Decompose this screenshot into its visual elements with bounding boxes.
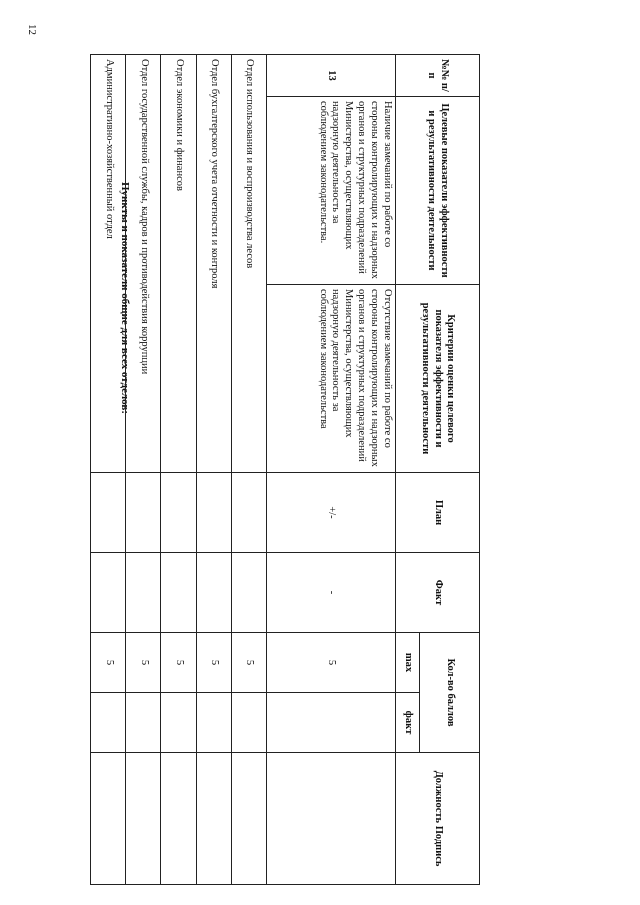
table-row xyxy=(196,55,231,885)
dept-fact xyxy=(196,553,231,633)
page-number: 12 xyxy=(26,24,38,35)
dept-score-fact xyxy=(126,693,161,753)
table-row xyxy=(91,55,126,885)
header-plan: План xyxy=(395,473,479,553)
dept-score-fact xyxy=(91,693,126,753)
dept-fact xyxy=(126,553,161,633)
dept-name: Отдел бухгалтерского учета отчетности и контроля xyxy=(196,55,231,473)
indicators-table xyxy=(90,54,480,885)
dept-score-fact xyxy=(231,693,266,753)
row-criteria: Отсутствие замечаний по работе со стороны контролирующих и надзорных органов и структурных подразделений Министерства, осуществляющих надзорную деятельность за соблюдением законодательства xyxy=(266,285,395,473)
table-row xyxy=(231,55,266,885)
dept-max: 5 xyxy=(161,633,196,693)
dept-plan xyxy=(161,473,196,553)
dept-position xyxy=(126,753,161,885)
dept-plan xyxy=(196,473,231,553)
dept-max: 5 xyxy=(231,633,266,693)
table-row xyxy=(266,55,395,885)
row-plan: +/- xyxy=(266,473,395,553)
dept-name: Административно-хозяйственный отдел xyxy=(91,55,126,473)
header-row xyxy=(419,55,479,885)
header-score: Кол-во баллов xyxy=(419,633,479,753)
row-position xyxy=(266,753,395,885)
dept-name: Отдел государственной службы, кадров и противодействия коррупции xyxy=(126,55,161,473)
dept-position xyxy=(196,753,231,885)
table-row xyxy=(126,55,161,885)
dept-name: Отдел использования и воспроизводства лесов xyxy=(231,55,266,473)
header-position: Должность Подпись xyxy=(395,753,479,885)
header-score-fact: факт xyxy=(395,693,419,753)
dept-fact xyxy=(91,553,126,633)
dept-max: 5 xyxy=(91,633,126,693)
header-criteria: Критерии оценки целевого показателя эффективности и результативности деятельности xyxy=(395,285,479,473)
dept-plan xyxy=(91,473,126,553)
header-num: №№ п/п xyxy=(395,55,479,97)
rotated-table-container xyxy=(90,54,480,884)
row-score-fact xyxy=(266,693,395,753)
dept-score-fact xyxy=(161,693,196,753)
dept-position xyxy=(161,753,196,885)
dept-position xyxy=(231,753,266,885)
dept-max: 5 xyxy=(196,633,231,693)
dept-max: 5 xyxy=(126,633,161,693)
dept-plan xyxy=(126,473,161,553)
dept-fact xyxy=(231,553,266,633)
row-max: 5 xyxy=(266,633,395,693)
header-target: Целевые показатели эффективности и результативности деятельности xyxy=(395,97,479,285)
dept-position xyxy=(91,753,126,885)
dept-score-fact xyxy=(196,693,231,753)
header-fact: Факт xyxy=(395,553,479,633)
dept-plan xyxy=(231,473,266,553)
table-row xyxy=(161,55,196,885)
dept-name: Отдел экономики и финансов xyxy=(161,55,196,473)
row-num: 13 xyxy=(266,55,395,97)
row-target: Наличие замечаний по работе со стороны контролирующих и надзорных органов и структурных подразделений Министерства, осуществляющих надзорную деятельность за соблюдением законодательства. xyxy=(266,97,395,285)
dept-fact xyxy=(161,553,196,633)
header-max: max xyxy=(395,633,419,693)
row-fact: - xyxy=(266,553,395,633)
section-heading: Пункты и показатели общие для всех отделов: xyxy=(119,181,131,414)
